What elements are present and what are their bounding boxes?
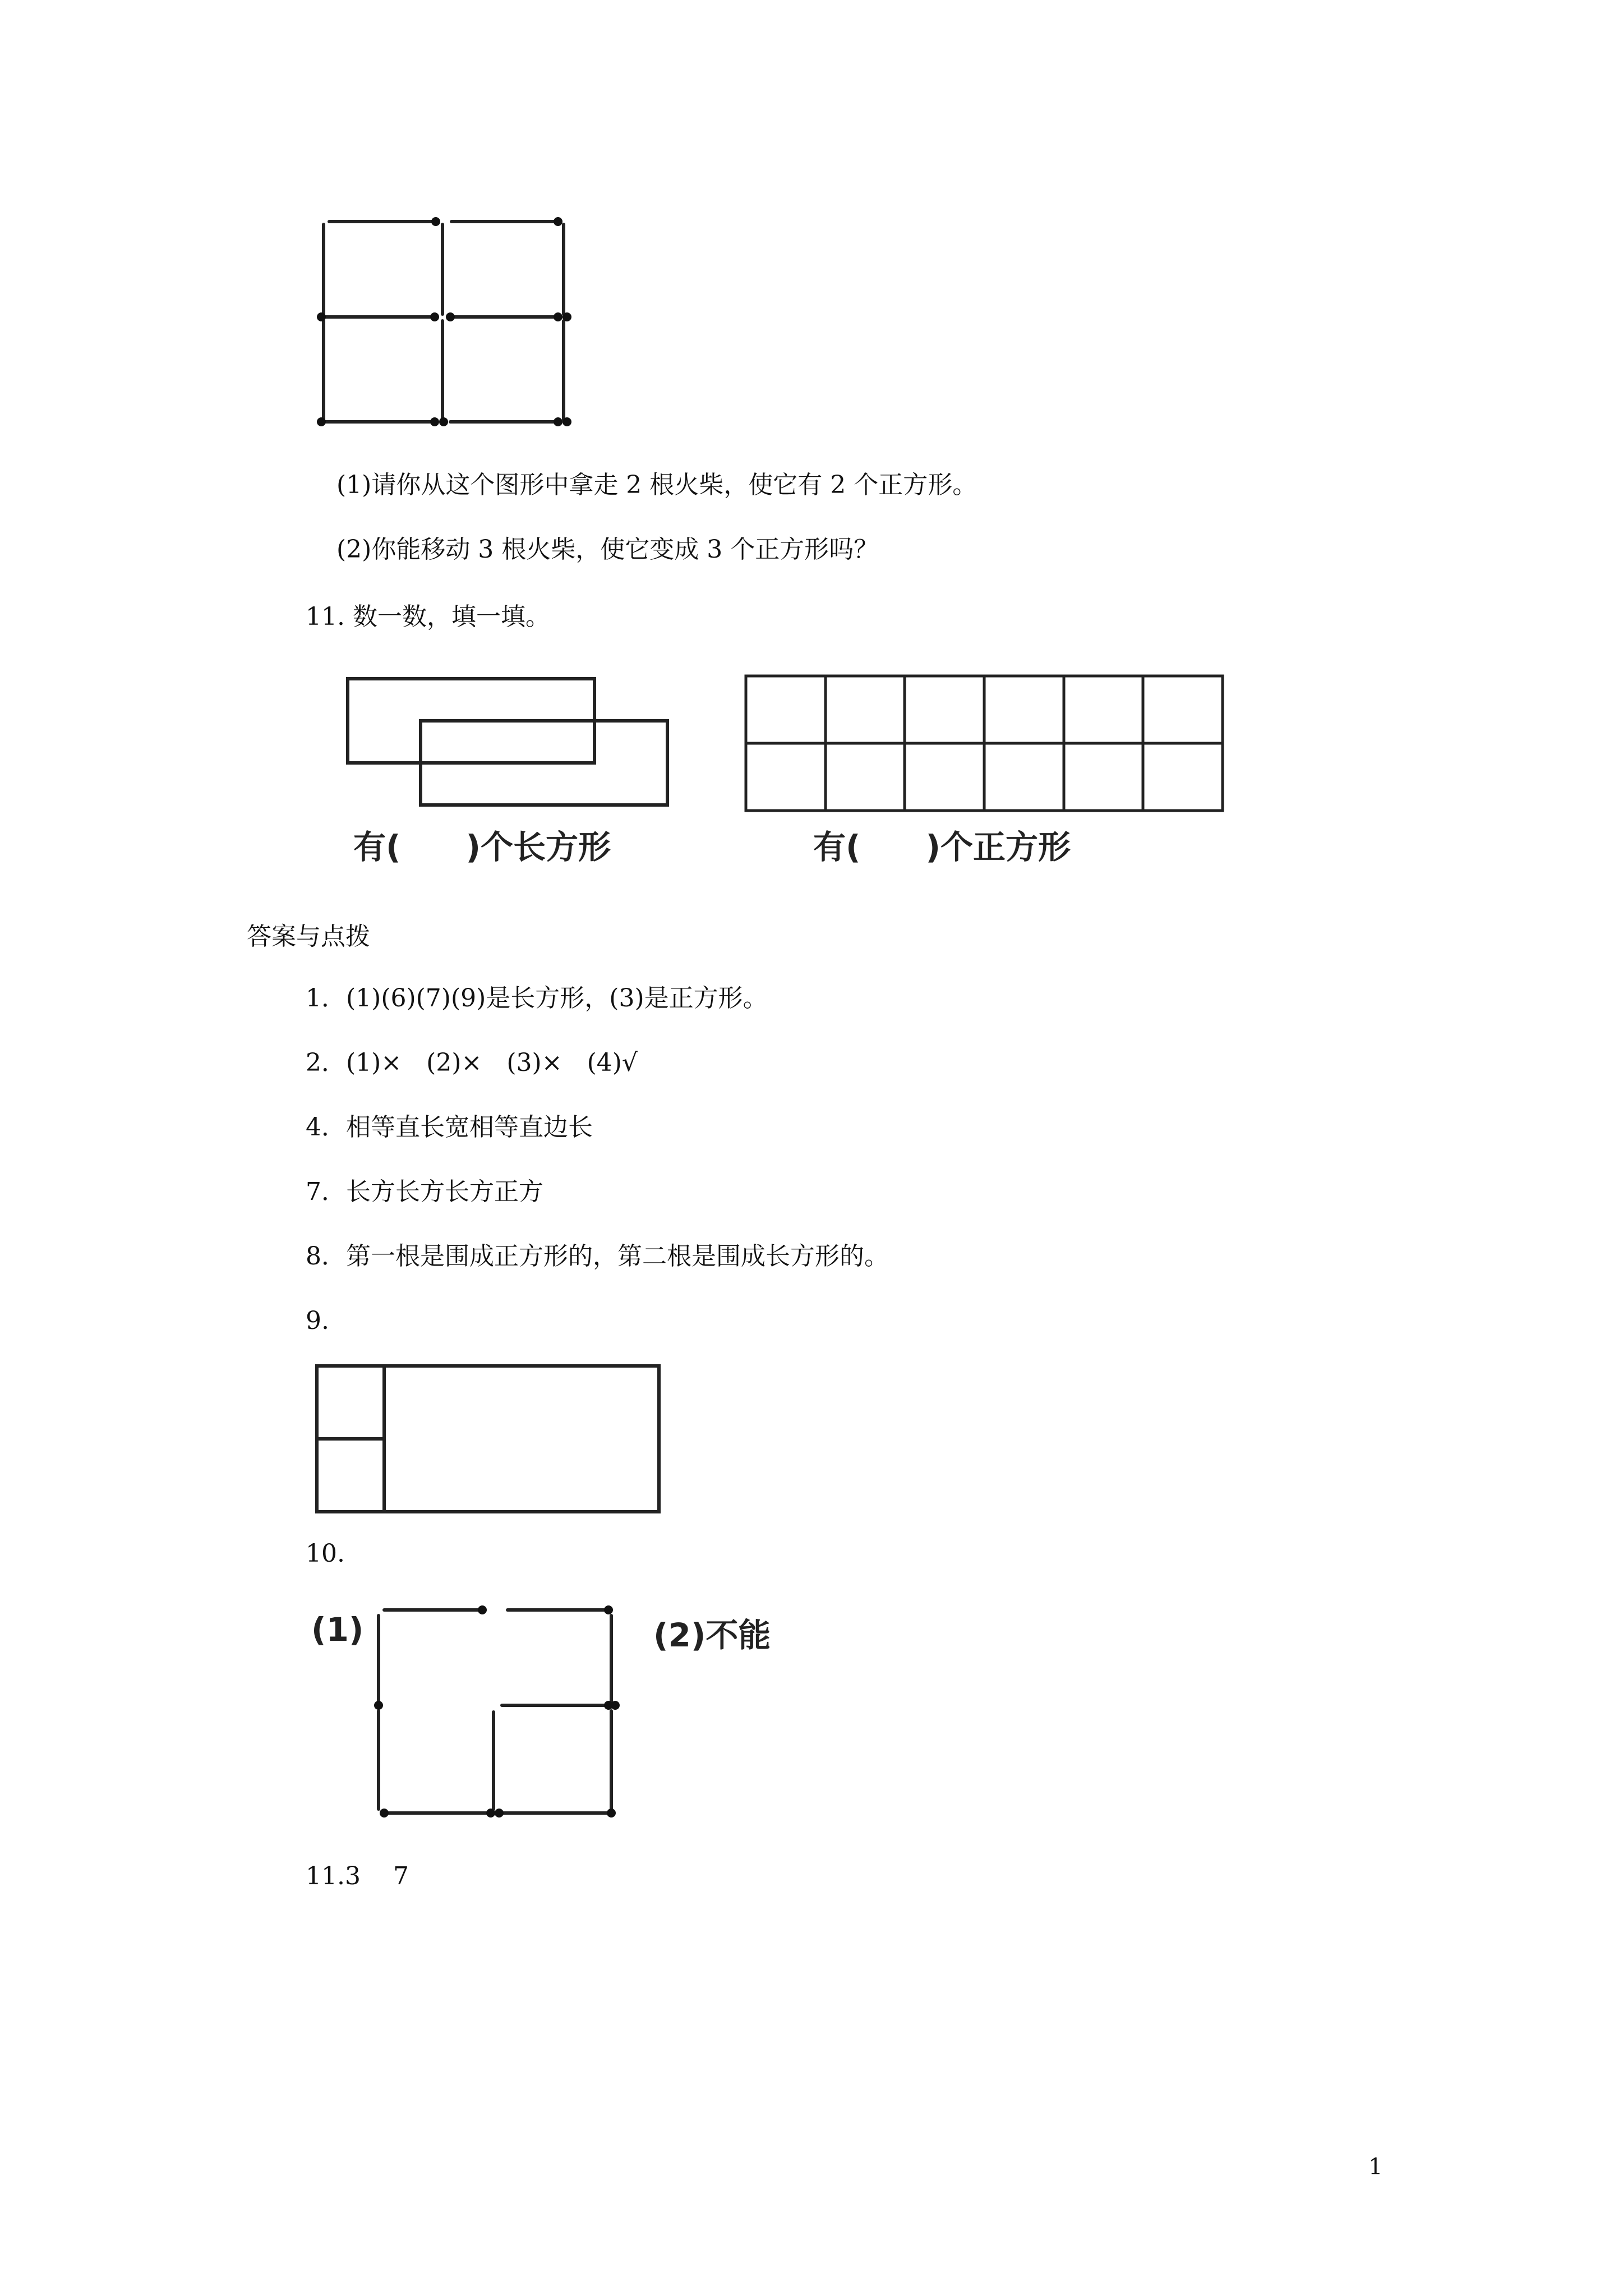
answer-1: 1．(1)(6)(7)(9)是长方形，(3)是正方形。 — [306, 984, 768, 1013]
right-caption: 有( )个正方形 — [813, 828, 1071, 866]
answer-8: 8．第一根是围成正方形的，第二根是围成长方形的。 — [306, 1242, 889, 1271]
answer-11: 11.3 7 — [306, 1862, 409, 1890]
answer-10-label: 10. — [306, 1539, 345, 1568]
overlapping-rectangles-figure — [314, 662, 684, 898]
answer-9-label: 9. — [306, 1306, 329, 1335]
answer-9-figure — [306, 1358, 687, 1526]
square-grid-figure — [735, 662, 1239, 898]
answer-4: 4．相等直长宽相等直边长 — [306, 1113, 593, 1142]
page-number: 1 — [1368, 2154, 1383, 2180]
answer-7: 7．长方长方长方正方 — [306, 1177, 543, 1206]
left-caption: 有( )个长方形 — [353, 828, 611, 866]
matchstick-grid-figure — [311, 213, 580, 438]
answer-2: 2．(1)× (2)× (3)× (4)√ — [306, 1048, 638, 1077]
question-10-part-2: (2)你能移动 3 根火柴，使它变成 3 个正方形吗？ — [336, 535, 879, 564]
answer-10-part-2: (2)不能 — [653, 1616, 771, 1654]
answer-10-part-1-label: (1) — [311, 1611, 364, 1649]
question-10-part-1: (1)请你从这个图形中拿走 2 根火柴，使它有 2 个正方形。 — [336, 471, 978, 499]
answer-10-figure — [306, 1593, 810, 1840]
answers-heading: 答案与点拨 — [247, 922, 370, 951]
question-11-title: 11. 数一数，填一填。 — [306, 602, 550, 631]
